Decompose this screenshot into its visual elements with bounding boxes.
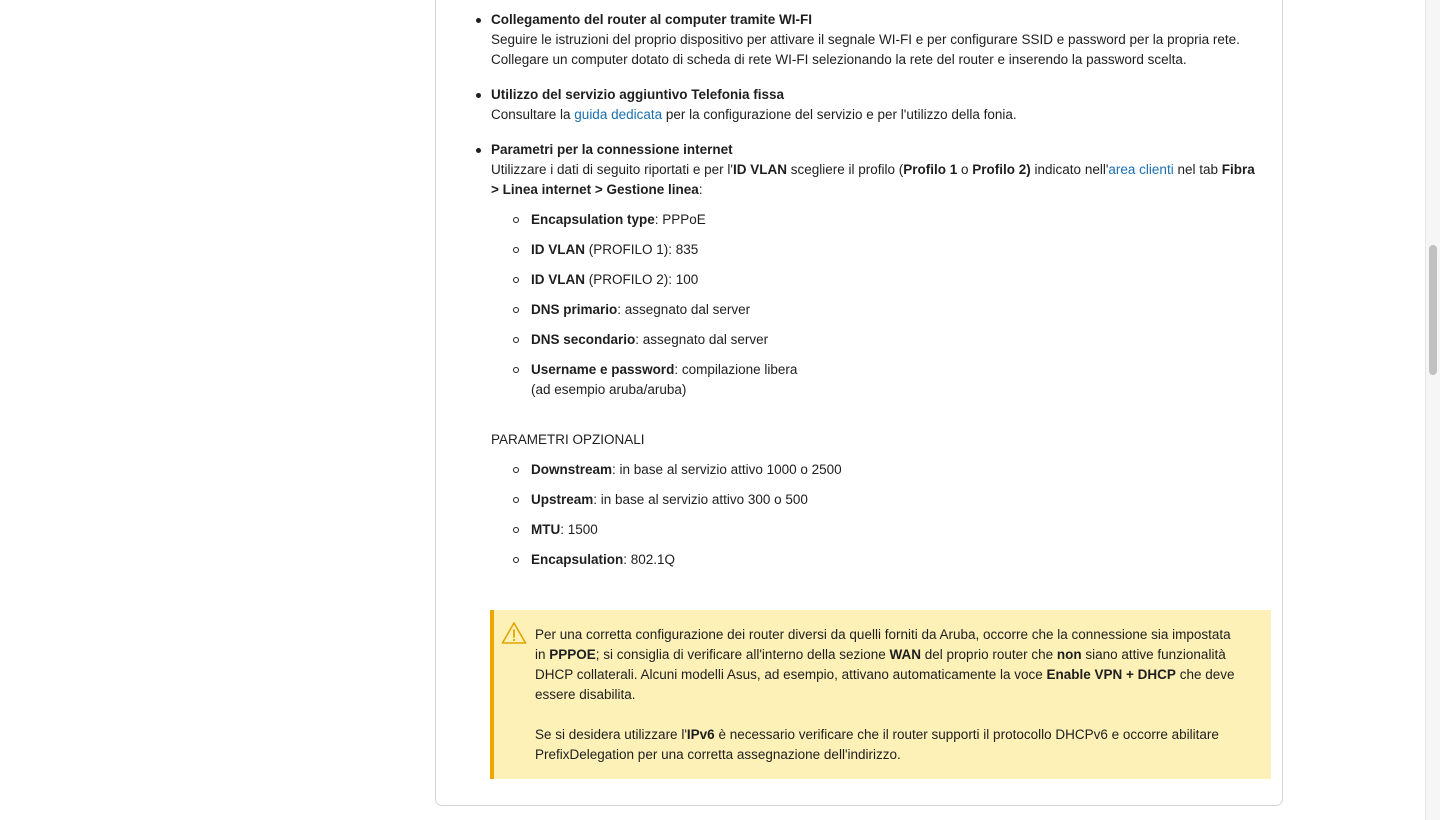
sublist-bullet <box>513 217 519 223</box>
list-bullet <box>476 93 481 98</box>
optional-item: Upstream: in base al servizio attivo 300 o 500 <box>531 492 808 507</box>
sublist-bullet <box>513 467 519 473</box>
optional-item: Encapsulation: 802.1Q <box>531 552 676 567</box>
warning-triangle-icon <box>501 621 527 645</box>
sublist-bullet <box>513 367 519 373</box>
warning-text-line2: in PPPOE; si consiglia di verificare all'interno della sezione WAN del proprio router che non siano attive funzionalità <box>535 647 1226 662</box>
warning-text-line6: PrefixDelegation per una corretta assegnazione dell'indirizzo. <box>535 747 901 762</box>
optional-item: MTU: 1500 <box>531 522 598 537</box>
sublist-bullet <box>513 247 519 253</box>
optional-item: Downstream: in base al servizio attivo 1000 o 2500 <box>531 462 842 477</box>
wifi-text-line1: Seguire le istruzioni del proprio dispositivo per attivare il segnale WI-FI e per configurare SSID e password per la propria rete. <box>491 32 1240 47</box>
sublist-bullet <box>513 557 519 563</box>
param-item: Username e password: compilazione libera <box>531 362 798 377</box>
scrollbar-thumb[interactable] <box>1429 245 1437 375</box>
internet-title: Parametri per la connessione internet <box>491 142 733 157</box>
sublist-bullet <box>513 527 519 533</box>
wifi-text-line2: Collegare un computer dotato di scheda di rete WI-FI selezionando la rete del router e inserendo la password scelta. <box>491 52 1187 67</box>
param-item: Encapsulation type: PPPoE <box>531 212 706 227</box>
warning-text-line3: DHCP collaterali. Alcuni modelli Asus, ad esempio, attivano automaticamente la voce Enable VPN + DHCP che deve <box>535 667 1235 682</box>
warning-text-line1: Per una corretta configurazione dei router diversi da quelli forniti da Aruba, occorre che la connessione sia impostata <box>535 627 1231 642</box>
internet-text-line2: > Linea internet > Gestione linea: <box>491 182 703 197</box>
area-clienti-link[interactable]: area clienti <box>1108 162 1174 177</box>
guida-dedicata-link[interactable]: guida dedicata <box>574 107 663 122</box>
wifi-title: Collegamento del router al computer tramite WI-FI <box>491 12 813 27</box>
list-bullet <box>476 18 481 23</box>
warning-text-line5: Se si desidera utilizzare l'IPv6 è necessario verificare che il router supporti il protocollo DHCPv6 e occorre abilitare <box>535 727 1219 742</box>
vertical-scrollbar[interactable] <box>1425 0 1440 820</box>
sublist-bullet <box>513 277 519 283</box>
param-item-extra: (ad esempio aruba/aruba) <box>531 382 687 397</box>
sublist-bullet <box>513 307 519 313</box>
param-item: DNS primario: assegnato dal server <box>531 302 751 317</box>
param-item: DNS secondario: assegnato dal server <box>531 332 769 347</box>
param-item: ID VLAN (PROFILO 2): 100 <box>531 272 699 287</box>
telefonia-title: Utilizzo del servizio aggiuntivo Telefonia fissa <box>491 87 785 102</box>
list-bullet <box>476 148 481 153</box>
optional-heading: PARAMETRI OPZIONALI <box>491 432 645 447</box>
sublist-bullet <box>513 337 519 343</box>
internet-text-line1: Utilizzare i dati di seguito riportati e per l'ID VLAN scegliere il profilo (Profilo 1 o Profilo 2) indicato nell'area clienti nel tab Fibra <box>491 162 1255 177</box>
telefonia-text: Consultare la guida dedicata per la configurazione del servizio e per l'utilizzo della fonia. <box>491 107 1017 122</box>
sublist-bullet <box>513 497 519 503</box>
param-item: ID VLAN (PROFILO 1): 835 <box>531 242 699 257</box>
warning-text-line4: essere disabilita. <box>535 687 636 702</box>
